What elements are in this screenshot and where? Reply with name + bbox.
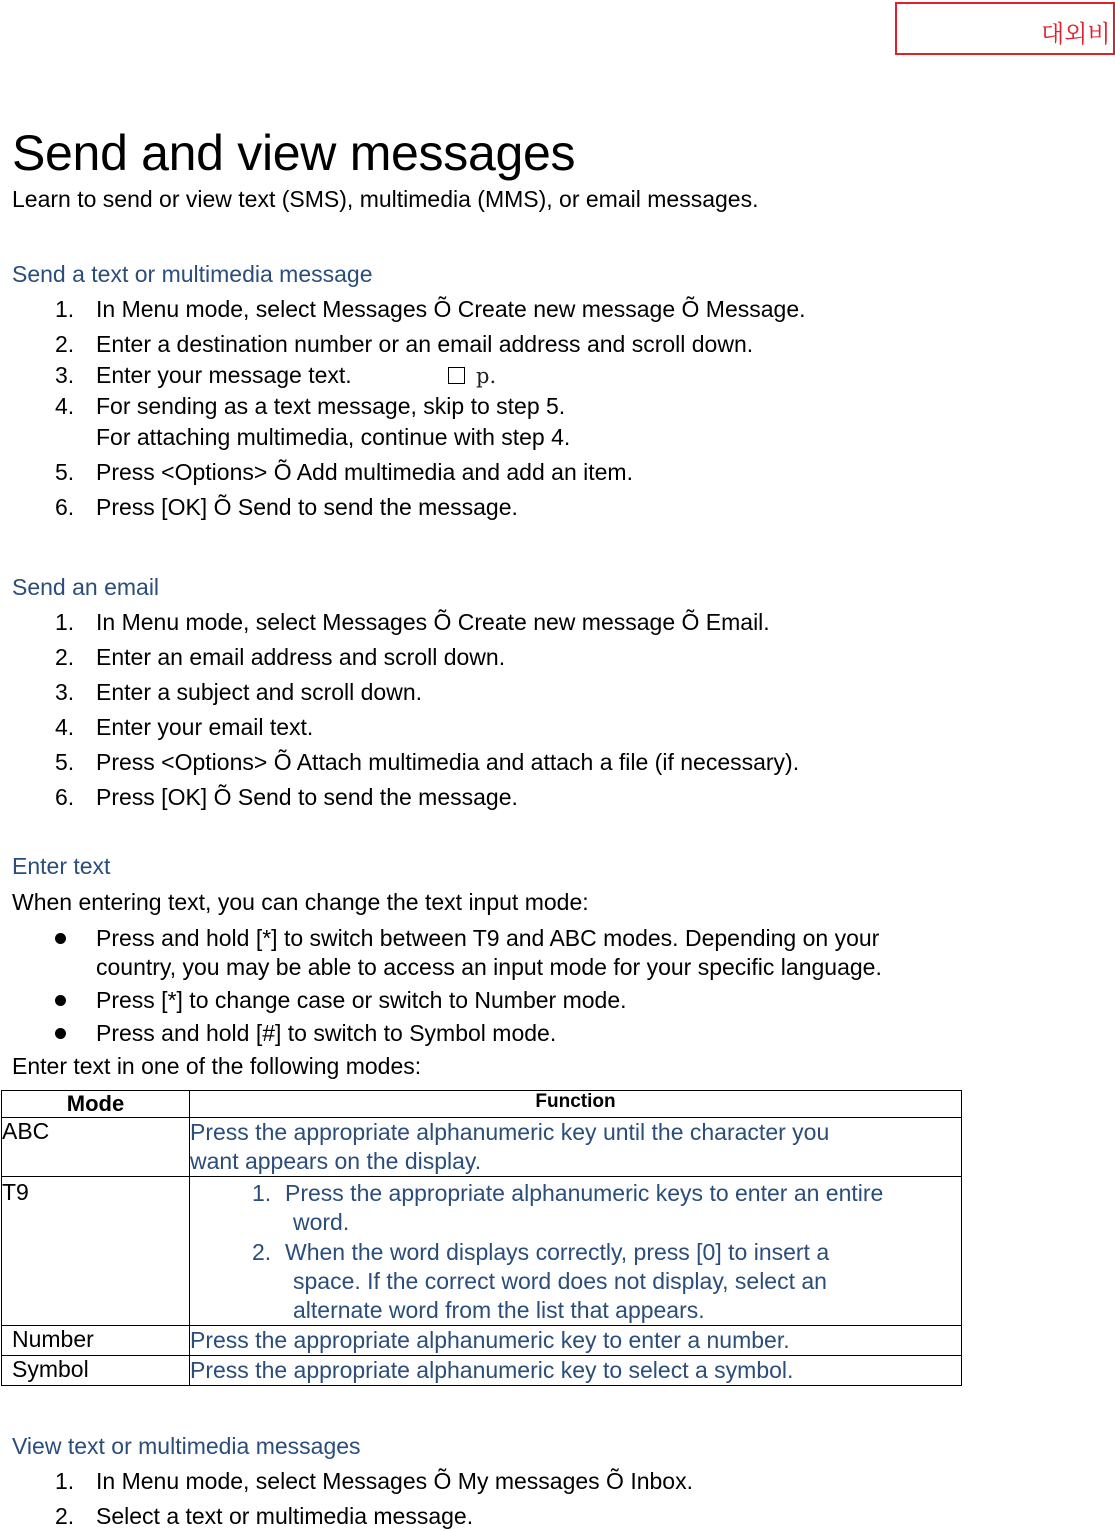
list-item: 5. Press <Options> Õ Add multimedia and add an item. (55, 459, 633, 485)
table-intro: Enter text in one of the following modes: (12, 1053, 422, 1079)
list-item: 3. Enter a subject and scroll down. (55, 679, 423, 705)
stamp-text: 대외비 (1041, 20, 1111, 48)
section-heading-view-messages: View text or multimedia messages (12, 1433, 361, 1459)
table-row (2, 1326, 962, 1356)
table-row (2, 1177, 962, 1326)
list-item: 1. In Menu mode, select Messages Õ Create new message Õ Message. (55, 296, 806, 322)
list-item: 1. In Menu mode, select Messages Õ My messages Õ Inbox. (55, 1468, 693, 1494)
list-item: 2. Select a text or multimedia message. (55, 1503, 474, 1529)
list-item: 4. For sending as a text message, skip to step 5. (55, 393, 566, 419)
list-item: 3. Enter your message text. (55, 362, 352, 388)
bullet-icon (55, 1028, 66, 1039)
column-header-function: Function (190, 1091, 962, 1118)
page-intro: Learn to send or view text (SMS), multimedia (MMS), or email messages. (12, 186, 759, 212)
mode-cell: Symbol (2, 1356, 190, 1386)
input-modes-table (1, 1090, 962, 1386)
confidential-stamp (895, 2, 1115, 55)
section-heading-enter-text: Enter text (12, 853, 111, 879)
bullet-icon (55, 995, 66, 1006)
section-heading-send-email: Send an email (12, 574, 160, 600)
mode-cell: T9 (2, 1177, 190, 1326)
list-item: 1. In Menu mode, select Messages Õ Create new message Õ Email. (55, 609, 770, 635)
function-cell: Press the appropriate alphanumeric key until the character you want appears on the display. (190, 1118, 962, 1177)
enter-text-intro: When entering text, you can change the text input mode: (12, 889, 589, 915)
mode-cell: Number (2, 1326, 190, 1356)
list-item: 2. Enter a destination number or an email address and scroll down. (55, 331, 754, 357)
list-item: 4. Enter your email text. (55, 714, 314, 740)
function-cell: Press the appropriate alphanumeric key to select a symbol. (190, 1356, 962, 1386)
table-row (2, 1118, 962, 1177)
list-item: 5. Press <Options> Õ Attach multimedia and attach a file (if necessary). (55, 749, 800, 775)
list-item: 6. Press [OK] Õ Send to send the message. (55, 494, 518, 520)
function-cell: 1. Press the appropriate alphanumeric keys to enter an entire word. 2. When the word displays correctly, press [0] to insert a space. If the correct word does not display, select an alternate word from the list that appears. (190, 1177, 962, 1326)
list-item-continuation: For attaching multimedia, continue with step 4. (96, 424, 571, 450)
table-header-row (2, 1091, 962, 1118)
bullet-continuation: country, you may be able to access an input mode for your specific language. (96, 954, 882, 980)
list-item: 2. Enter an email address and scroll down. (55, 644, 506, 670)
inline-note: p. (476, 364, 497, 388)
function-cell: Press the appropriate alphanumeric key to enter a number. (190, 1326, 962, 1356)
list-item: 6. Press [OK] Õ Send to send the message. (55, 784, 518, 810)
section-heading-send-text: Send a text or multimedia message (12, 261, 373, 287)
table-row (2, 1356, 962, 1386)
page-title: Send and view messages (12, 125, 576, 181)
mode-cell: ABC (2, 1118, 190, 1177)
column-header-mode: Mode (2, 1091, 190, 1118)
bullet-icon (55, 933, 66, 944)
checkbox-icon (448, 367, 465, 384)
